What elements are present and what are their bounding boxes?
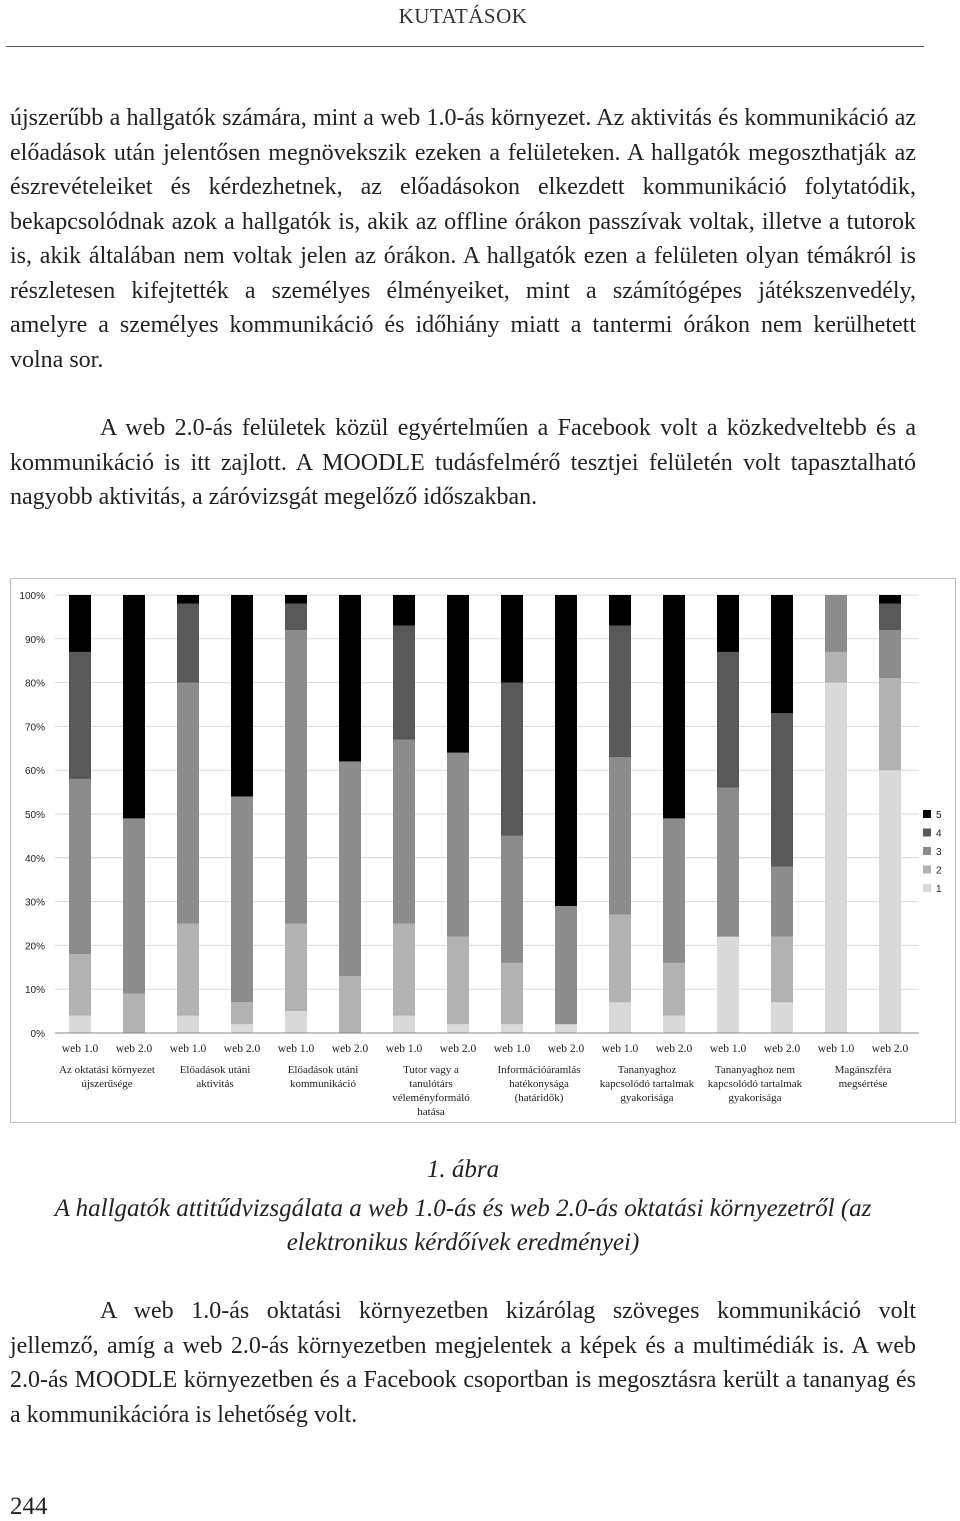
bar-segment-series-3 — [609, 757, 631, 915]
x-tick-label: web 1.0 — [169, 1043, 207, 1055]
figure-caption-line-1: A hallgatók attitűdvizsgálata a web 1.0-ás és web 2.0-ás oktatási környezetről (az — [54, 1195, 872, 1222]
bar-segment-series-5 — [177, 595, 199, 604]
chart-svg — [11, 579, 957, 1124]
paragraph-2: A web 2.0-ás felületek közül egyértelműen a Facebook volt a közkedveltebb és a kommunikáció is itt zajlott. A MOODLE tudásfelmérő tesztjei felületén volt tapasztalható nagyobb aktivitás, a záróvizsgát megelőző időszakban. — [10, 415, 916, 510]
bar-segment-series-2 — [285, 924, 307, 1012]
bar-segment-series-3 — [825, 595, 847, 652]
figure-number: 1. ábra — [426, 1156, 500, 1183]
bar-segment-series-1 — [663, 1015, 685, 1033]
x-tick-label: web 1.0 — [61, 1043, 99, 1055]
bar-segment-series-1 — [69, 1015, 91, 1033]
bar-segment-series-3 — [879, 630, 901, 678]
legend-swatch-5 — [923, 810, 931, 818]
bar-segment-series-2 — [501, 963, 523, 1024]
bar-segment-series-3 — [123, 818, 145, 993]
group-label: Előadások utáni — [179, 1064, 251, 1076]
group-label: kapcsolódó tartalmak — [707, 1078, 803, 1090]
bar-segment-series-1 — [609, 1002, 631, 1033]
x-tick-label: web 2.0 — [871, 1043, 909, 1055]
group-label: aktivitás — [196, 1078, 234, 1090]
bar-segment-series-3 — [177, 683, 199, 924]
group-label: Magánszféra — [834, 1064, 892, 1076]
legend-label-1: 1 — [936, 884, 942, 895]
legend-swatch-3 — [923, 847, 931, 855]
group-label: gyakorisága — [728, 1092, 782, 1104]
bar-segment-series-4 — [609, 626, 631, 757]
bar-segment-series-5 — [231, 595, 253, 796]
stacked-bar-chart — [10, 578, 956, 1123]
bar-segment-series-1 — [501, 1024, 523, 1033]
page-number: 244 — [10, 1493, 48, 1520]
bar-segment-series-4 — [717, 652, 739, 788]
y-tick-label: 20% — [24, 941, 45, 953]
legend-swatch-1 — [923, 884, 931, 892]
bar-segment-series-2 — [123, 994, 145, 1033]
legend-label-3: 3 — [936, 847, 942, 858]
bar-segment-series-2 — [825, 652, 847, 683]
bar-segment-series-1 — [393, 1015, 415, 1033]
bar-segment-series-3 — [501, 836, 523, 963]
bar-segment-series-4 — [285, 604, 307, 630]
group-label: Tutor vagy a — [403, 1064, 459, 1076]
group-label: hatása — [417, 1106, 445, 1118]
bar-segment-series-5 — [663, 595, 685, 818]
bar-segment-series-3 — [771, 867, 793, 937]
x-tick-label: web 1.0 — [709, 1043, 747, 1055]
bar-segment-series-5 — [285, 595, 307, 604]
bar-segment-series-2 — [609, 915, 631, 1003]
bar-segment-series-5 — [69, 595, 91, 652]
header-rule — [6, 46, 924, 47]
bar-segment-series-3 — [339, 761, 361, 976]
legend-swatch-4 — [923, 829, 931, 837]
bar-segment-series-5 — [771, 595, 793, 713]
bar-segment-series-5 — [447, 595, 469, 753]
paragraph-1: újszerűbb a hallgatók számára, mint a web 1.0-ás környezet. Az aktivitás és kommunikáció az előadások után jelentősen megnövekszik ezeken a felületeken. A hallgatók megoszthatják az észrevételeiket és kérdezhetnek, az előadásokon elkezdett kommunikáció folytatódik, bekapcsolódnak azok a hallgatók is, akik az offline órákon passzívak voltak, illetve a tutorok is, akik általában nem voltak jelen az órákon. A hallgatók ezen a felületen olyan témákról is részletesen kifejtették a személyes élményeiket, mint a számítógépes játékszenvedély, amelyre a személyes kommunikáció és időhiány miatt a tantermi órákon nem kerülhetett volna sor. — [10, 105, 916, 373]
bar-segment-series-4 — [393, 626, 415, 740]
legend-label-2: 2 — [936, 865, 942, 877]
y-tick-label: 0% — [30, 1029, 45, 1040]
bar-segment-series-4 — [879, 604, 901, 630]
y-tick-label: 80% — [24, 678, 45, 690]
bar-segment-series-2 — [771, 937, 793, 1003]
bar-segment-series-3 — [663, 818, 685, 963]
group-label: hatékonysága — [509, 1078, 569, 1090]
bar-segment-series-5 — [393, 595, 415, 626]
group-label: újszerűsége — [81, 1078, 133, 1090]
bar-segment-series-3 — [285, 630, 307, 923]
bar-segment-series-5 — [879, 595, 901, 604]
x-tick-label: web 2.0 — [223, 1043, 261, 1055]
bar-segment-series-5 — [555, 595, 577, 906]
group-label: tanulótárs — [409, 1078, 453, 1090]
group-label: (határidők) — [514, 1092, 564, 1104]
x-tick-label: web 1.0 — [817, 1043, 855, 1055]
y-tick-label: 100% — [19, 591, 45, 602]
bar-segment-series-1 — [717, 937, 739, 1033]
x-tick-label: web 2.0 — [763, 1043, 801, 1055]
y-tick-label: 40% — [24, 853, 45, 865]
bar-segment-series-3 — [69, 779, 91, 954]
group-label: véleményformáló — [392, 1092, 470, 1104]
bar-segment-series-2 — [879, 678, 901, 770]
bar-segment-series-3 — [393, 740, 415, 924]
x-tick-label: web 2.0 — [655, 1043, 693, 1055]
bar-segment-series-3 — [555, 906, 577, 1024]
y-tick-label: 50% — [24, 810, 45, 821]
x-tick-label: web 1.0 — [277, 1043, 315, 1055]
figure-caption — [30, 1192, 896, 1260]
bar-segment-series-5 — [123, 595, 145, 818]
bar-segment-series-5 — [609, 595, 631, 626]
legend-swatch-2 — [923, 866, 931, 874]
x-tick-label: web 2.0 — [331, 1043, 369, 1055]
y-tick-label: 70% — [24, 722, 45, 734]
x-tick-label: web 2.0 — [547, 1043, 585, 1055]
y-tick-label: 60% — [24, 766, 45, 778]
bar-segment-series-1 — [879, 770, 901, 1033]
group-label: Tananyaghoz — [617, 1064, 677, 1076]
group-label: Előadások utáni — [287, 1064, 359, 1076]
bar-segment-series-3 — [447, 753, 469, 937]
bar-segment-series-5 — [717, 595, 739, 652]
bar-segment-series-4 — [69, 652, 91, 779]
group-label: kommunikáció — [290, 1078, 356, 1090]
bar-segment-series-5 — [339, 595, 361, 761]
figure-caption-line-2: elektronikus kérdőívek eredményei) — [286, 1229, 640, 1256]
bar-segment-series-2 — [177, 924, 199, 1016]
group-label: gyakorisága — [620, 1092, 674, 1104]
bar-segment-series-1 — [771, 1002, 793, 1033]
bar-segment-series-2 — [393, 924, 415, 1016]
bar-segment-series-2 — [69, 954, 91, 1015]
bar-segment-series-1 — [177, 1015, 199, 1033]
x-tick-label: web 1.0 — [601, 1043, 639, 1055]
group-label: Tananyaghoz nem — [714, 1064, 796, 1076]
bar-segment-series-4 — [501, 683, 523, 836]
group-label: kapcsolódó tartalmak — [599, 1078, 695, 1090]
bar-segment-series-1 — [285, 1011, 307, 1033]
legend-label-5: 5 — [936, 810, 942, 821]
bar-segment-series-1 — [555, 1024, 577, 1033]
bar-segment-series-1 — [231, 1024, 253, 1033]
bar-segment-series-1 — [825, 683, 847, 1033]
x-tick-label: web 1.0 — [493, 1043, 531, 1055]
running-head: KUTATÁSOK — [398, 4, 528, 28]
x-tick-label: web 2.0 — [439, 1043, 477, 1055]
y-tick-label: 10% — [24, 985, 45, 997]
bar-segment-series-2 — [231, 1002, 253, 1024]
paragraph-3: A web 1.0-ás oktatási környezetben kizárólag szöveges kommunikáció volt jellemző, amíg a web 2.0-ás környezetben megjelentek a képek és a multimédiák is. A web 2.0-ás MOODLE környezetben és a Facebook csoportban is megosztásra került a tananyag és a kommunikációra is lehetőség volt. — [10, 1298, 916, 1428]
group-label: megsértése — [838, 1078, 888, 1090]
bar-segment-series-2 — [663, 963, 685, 1016]
bar-segment-series-3 — [717, 788, 739, 937]
y-tick-label: 90% — [24, 634, 45, 646]
bar-segment-series-2 — [447, 937, 469, 1025]
y-tick-label: 30% — [24, 897, 45, 909]
x-tick-label: web 2.0 — [115, 1043, 153, 1055]
x-tick-label: web 1.0 — [385, 1043, 423, 1055]
bar-segment-series-2 — [339, 976, 361, 1033]
bar-segment-series-4 — [177, 604, 199, 683]
legend-label-4: 4 — [936, 828, 942, 840]
bar-segment-series-5 — [501, 595, 523, 683]
group-label: Az oktatási környezet — [59, 1064, 155, 1076]
bar-segment-series-3 — [231, 796, 253, 1002]
group-label: Információáramlás — [497, 1064, 581, 1076]
bar-segment-series-1 — [447, 1024, 469, 1033]
bar-segment-series-4 — [771, 713, 793, 866]
